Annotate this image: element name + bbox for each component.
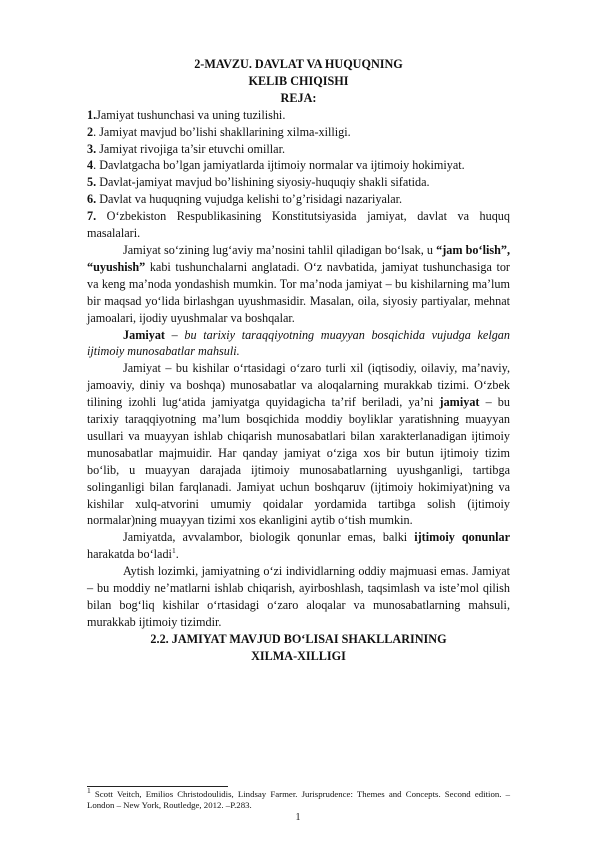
paragraph-bold-term: jamiyat [439,395,480,410]
plan-list [87,107,510,242]
paragraph-text: Jamiyat so‘zining lug‘aviy ma’nosini tahlil qiladigan bo‘lsak, u [123,242,437,257]
plan-item-7 [87,208,510,242]
paragraph-text: – bu tarixiy taraqqiyotning ma’lum bosqichida moddiy boyliklar yaratishning muayyan usullari va muayyan ishlab chiqarish munosabatlari bilan xarakterlanadigan ijtimoiy munosabatlar majmuidir. Har qanday jamiyat o‘ziga xos bir butun ijtimoiy tizim bo‘lib, u muayyan darajada ijtimoiy munosabatlarning uyushganligi, tartibga solinganligi bilan farqlanadi. Jamiyat uchun boshqaruv (ijtimoiy hokimiyat)ning va kishilar xulq-atvorini umumiy qoidalar yordamida tartibga solish (ijtimoiy normalar)ning muayyan tizimi xos ekanligini aytib o‘tish mumkin. [87,395,510,528]
topic-title-line-1: 2-MAVZU. DAVLAT VA HUQUQNING [194,57,403,71]
paragraph-society-system [87,360,510,529]
plan-item-number: 1. [87,107,97,122]
plan-item-4 [87,157,510,174]
plan-item-2 [87,124,510,141]
paragraph-text: Jamiyatda, avvalambor, biologik qonunlar emas, balki [123,530,415,545]
plan-item-1 [87,107,510,124]
footnote-reference: 1 [171,546,176,556]
plan-item-text: Davlat-jamiyat mavjud bo’lishining siyosiy-huquqiy shakli sifatida. [96,175,430,190]
section-heading-line-1: 2.2. JAMIYAT MAVJUD BO‘LISAI SHAKLLARINING [150,631,447,646]
paragraph-text: Jamiyat – bu kishilar o‘rtasidagi o‘zaro turli xil (iqtisodiy, oilaviy, ma’naviy, jamoaviy, diniy va boshqa) munosabatlar va aloqalarning murakkab tizimi. O‘zbek tilining izohli lug‘atida jamiyatga quyidagicha ta’rif beriladi, ya’ni [87,361,510,410]
paragraph-bold-term: “jam bo‘lish”, “uyushish” [87,242,511,274]
paragraph-social-laws [87,529,510,563]
section-heading-line-2: XILMA-XILLIGI [251,648,346,663]
plan-item-text: O‘zbekiston Respublikasining Konstitutsiyasida jamiyat, davlat va huquq masalalari. [87,209,510,241]
plan-item-text: . Jamiyat mavjud bo’lishi shakllarining xilma-xilligi. [93,124,351,139]
plan-item-text: . Davlatgacha bo’lgan jamiyatlarda ijtimoiy normalar va ijtimoiy hokimiyat. [93,158,465,173]
plan-item-3 [87,141,510,158]
paragraph-bold-term: ijtimoiy qonunlar [414,530,510,545]
paragraph-society-definition [87,327,510,361]
paragraph-text: harakatda bo‘ladi [87,547,172,562]
footnote [87,786,510,810]
footnote-text: Scott Veitch, Emilios Christodoulidis, Lindsay Farmer. Jurisprudence: Themes and Concepts. Second edition. – London – New York, Routledge, 2012. –P.283. [87,789,510,810]
plan-item-number: 4 [87,158,94,173]
page-number: 1 [295,812,301,823]
paragraph-text: . [175,547,179,562]
plan-item-number: 2 [87,124,94,139]
footnote-mark: 1 [87,786,91,796]
plan-item-5 [87,174,510,191]
plan-item-text: Davlat va huquqning vujudga kelishi to’g’risidagi nazariyalar. [96,192,403,207]
page-content [87,56,510,665]
paragraph-society-meaning [87,242,510,327]
plan-item-6 [87,191,510,208]
topic-title-line-2: KELIB CHIQISHI [248,73,349,88]
plan-item-number: 3. [87,141,97,156]
plan-item-number: 6. [87,192,97,207]
plan-item-text: Jamiyat rivojiga ta’sir etuvchi omillar. [96,141,286,156]
plan-item-text: Jamiyat tushunchasi va uning tuzilishi. [96,107,286,122]
plan-item-number: 7. [87,209,97,224]
paragraph-social-system: Aytish lozimki, jamiyatning o‘zi individlarning oddiy majmuasi emas. Jamiyat – bu moddiy ne’matlarni ishlab chiqarish, ayirboshlash, taqsimlash va iste’mol qilish bilan bog‘liq kishilar o‘rtasidagi o‘zaro aloqalar va munosabatlarning mahsuli, murakkab ijtimoiy tizimdir. [87,564,510,629]
paragraph-bold-term: Jamiyat [123,327,165,342]
plan-heading: REJA: [280,90,317,105]
paragraph-text: kabi tushunchalarni anglatadi. O‘z navbatida, jamiyat tushunchasiga tor va keng ma’noda yondashish mumkin. Tor ma’noda jamiyat – bu kishilarning ma’lum bir maqsad yo‘lida birlashgan uyushmasidir. Masalan, oila, siyosiy partiyalar, mehnat jamoalari, ijodiy uyushmalar va boshqalar. [87,259,510,325]
plan-item-number: 5. [87,175,97,190]
footnote-divider [87,786,228,787]
paragraph-italic-text: – bu tarixiy taraqqiyotning muayyan bosqichida vujudga kelgan ijtimoiy munosabatlar mahsuli. [87,327,510,359]
